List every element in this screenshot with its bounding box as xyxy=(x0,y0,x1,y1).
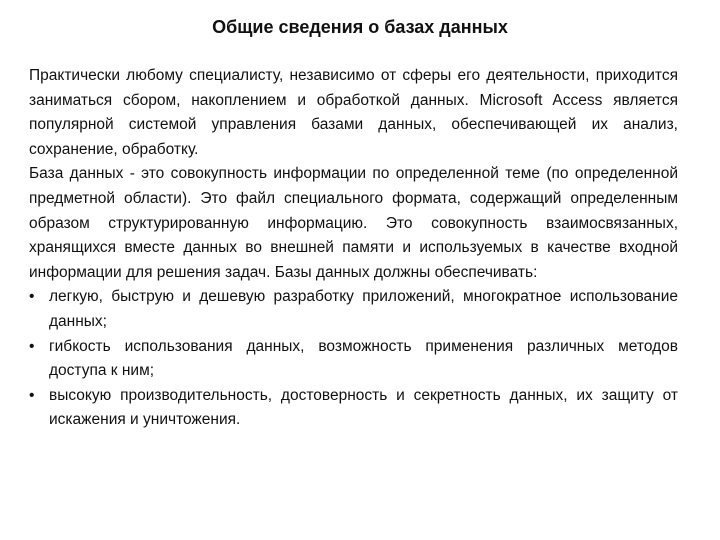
list-item xyxy=(29,335,678,384)
list-item-text: гибкость использования данных, возможность применения различных методов доступа к ним; xyxy=(49,337,678,380)
bullet-icon: • xyxy=(29,288,35,306)
list-item xyxy=(29,384,678,433)
definition-paragraph xyxy=(29,162,678,285)
requirements-list xyxy=(29,285,678,433)
bullet-icon: • xyxy=(29,386,35,404)
intro-paragraph: Практически любому специалисту, независимо от сферы его деятельности, приходится заниматься сбором, накоплением и обработкой данных. Microsoft Access является популярной системой управления базами данных, обеспечивающей их анализ, сохранение, обработку. xyxy=(29,67,678,158)
definition-term: База данных xyxy=(29,165,124,183)
list-item-text: высокую производительность, достоверность и секретность данных, их защиту от искажения и уничтожения. xyxy=(49,386,678,429)
bullet-icon: • xyxy=(29,337,35,355)
list-item xyxy=(29,285,678,334)
slide-body xyxy=(29,64,678,433)
list-item-text: легкую, быструю и дешевую разработку приложений, многократное использование данных; xyxy=(49,288,678,330)
definition-text: - это совокупность информации по определенной теме (по определенной предметной области). Это файл специального формата, содержащий определенным образом структурированную информацию. Это совокупность взаимосвязанных, хранящихся вместе данных во внешней памяти и используемых в качестве входной информации для решения задач. Базы данных должны обеспечивать: xyxy=(29,165,678,281)
slide-title: Общие сведения о базах данных xyxy=(212,17,508,37)
